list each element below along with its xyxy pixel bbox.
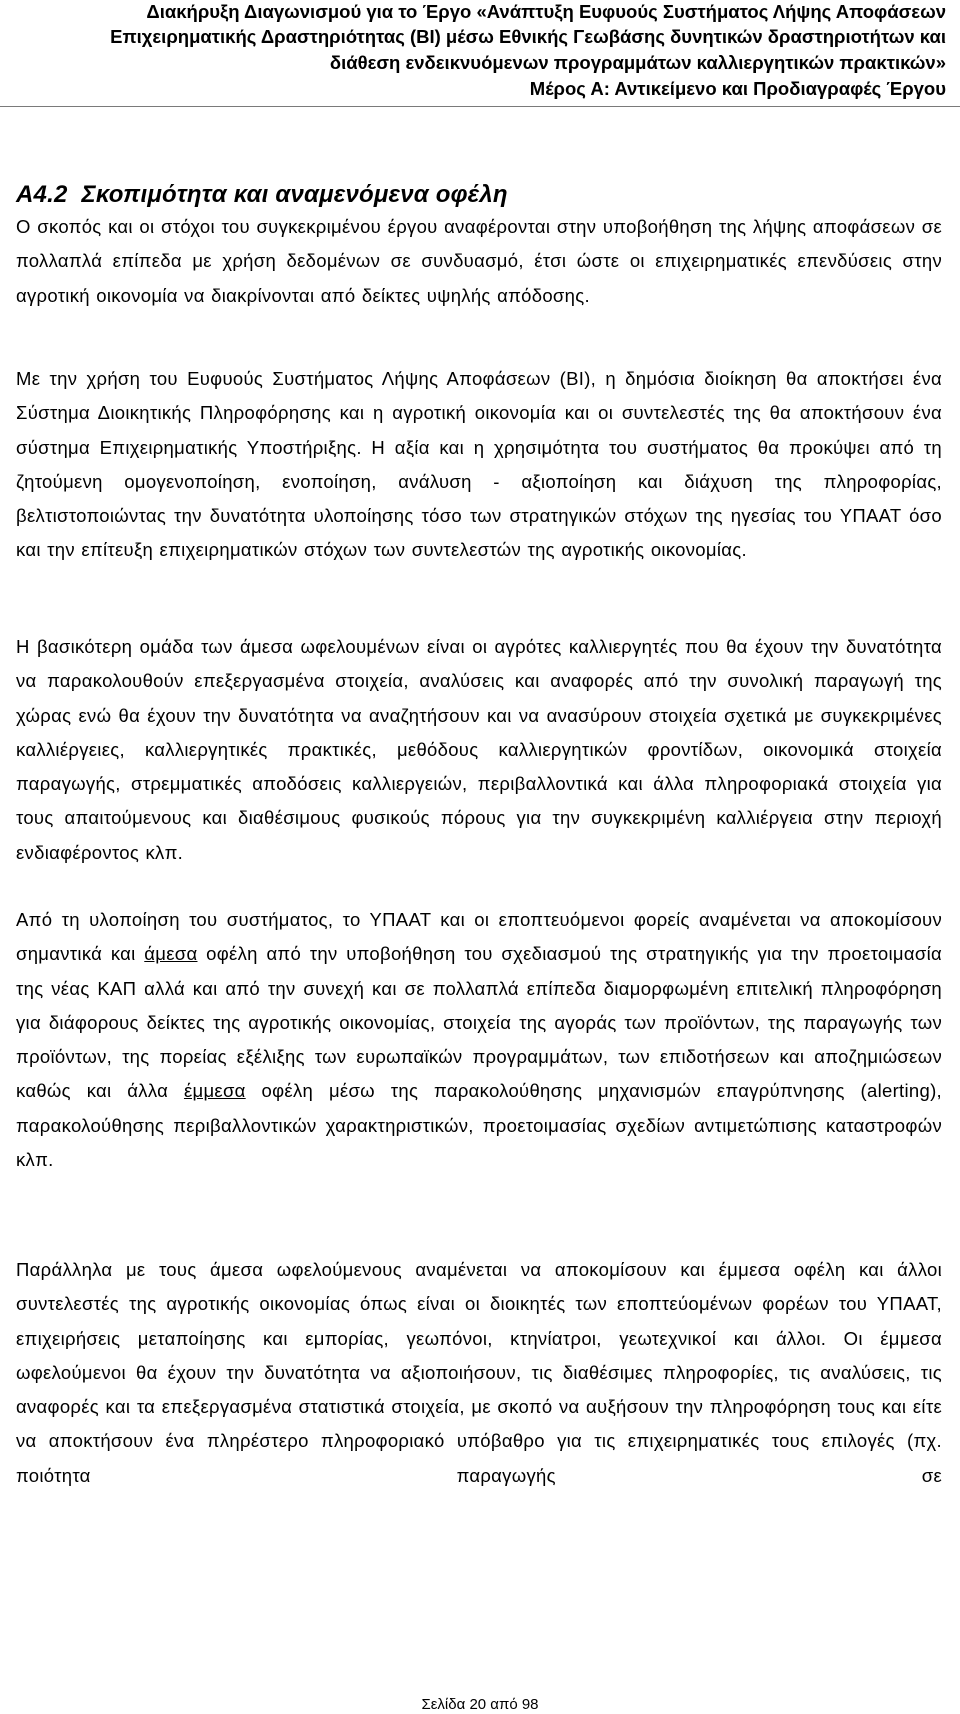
- header-title-line-2: Επιχειρηματικής Δραστηριότητας (BI) μέσω Εθνικής Γεωβάσης δυνητικών δραστηριοτήτων και: [110, 26, 946, 47]
- paragraph-ministry-benefits: [16, 903, 942, 1177]
- underlined-term-indirect: έμμεσα: [183, 1080, 246, 1102]
- header-title-line-3: διάθεση ενδεικνυόμενων προγραμμάτων καλλιεργητικών πρακτικών»: [329, 52, 946, 73]
- paragraph-bi-system: Με την χρήση του Ευφυούς Συστήματος Λήψης Αποφάσεων (BI), η δημόσια διοίκηση θα αποκτήσει ένα Σύστημα Διοικητικής Πληροφόρησης και η αγροτική οικονομία και οι συντελεστές της θα αποκτήσουν ένα σύστημα Επιχειρηματικής Υποστήριξης. Η αξία και η χρησιμότητα του συστήματος θα προκύψει από τη ζητούμενη ομογενοποίηση, ενοποίηση, ανάλυση - αξιοποίηση και διάχυση της πληροφορίας, βελτιστοποιώντας την δυνατότητα υλοποίησης τόσο των στρατηγικών στόχων της ηγεσίας του ΥΠΑΑΤ όσο και την επίτευξη επιχειρηματικών στόχων των συντελεστών της αγροτικής οικονομίας.: [16, 368, 942, 561]
- paragraph-direct-beneficiaries: Η βασικότερη ομάδα των άμεσα ωφελουμένων είναι οι αγρότες καλλιεργητές που θα έχουν την δυνατότητα να παρακολουθούν επεξεργασμένα στοιχεία, αναλύσεις και αναφορές από την συνολική παραγωγή της χώρας ενώ θα έχουν την δυνατότητα να αναζητήσουν και να ανασύρουν στοιχεία σχετικά με συγκεκριμένες καλλιέργειες, καλλιεργητικές πρακτικές, μεθόδους καλλιεργητικών φροντίδων, οικονομικά στοιχεία παραγωγής, στρεμματικές αποδόσεις καλλιεργειών, περιβαλλοντικά και άλλα πληροφοριακά στοιχεία για τους απαιτούμενους και διαθέσιμους φυσικούς πόρους για την συγκεκριμένη καλλιέργεια στην περιοχή ενδιαφέροντος κλπ.: [16, 636, 942, 863]
- paragraph-purpose: Ο σκοπός και οι στόχοι του συγκεκριμένου έργου αναφέρονται στην υποβοήθηση της λήψης αποφάσεων σε πολλαπλά επίπεδα με χρήση δεδομένων σε συνδυασμό, έτσι ώστε οι επιχειρηματικές επενδύσεις στην αγροτική οικονομία να διακρίνονται από δείκτες υψηλής απόδοσης.: [16, 216, 942, 306]
- paragraph-indirect-beneficiaries: Παράλληλα με τους άμεσα ωφελούμενους αναμένεται να αποκομίσουν και έμμεσα οφέλη και άλλοι συντελεστές της αγροτικής οικονομίας όπως είναι οι διοικητές των εποπτεύομένων φορέων του ΥΠΑΑΤ, επιχειρήσεις μεταποίησης και εμπορίας, γεωπόνοι, κτηνίατροι, γεωτεχνικοί και άλλοι. Οι έμμεσα ωφελούμενοι θα έχουν την δυνατότητα να αξιοποιήσουν, τις διαθέσιμες πληροφορίες, τις αναλύσεις, τις αναφορές και τα επεξεργασμένα στατιστικά στοιχεία, με σκοπό να αυξήσουν την πληροφόρηση τους και είτε να αποκτήσουν ένα πληρέστερο πληροφοριακό υπόβαθρο για τις επιχειρηματικές τους επιλογές (πχ. ποιότητα παραγωγής σε: [16, 1259, 942, 1486]
- paragraph-text: οφέλη από την υποβοήθηση του σχεδιασμού της στρατηγικής για την προετοιμασία της νέας ΚΑΠ αλλά και από την συνεχή και σε πολλαπλά επίπεδα διαμορφωμένη επιτελική πληροφόρηση για διάφορους δείκτες της αγροτικής οικονομίας, στοιχεία της αγοράς των προϊόντων, της παραγωγής των προϊόντων, της πορείας εξέλιξης των ευρωπαϊκών προγραμμάτων, των επιδοτήσεων και αποζημιώσεων καθώς και άλλα: [16, 943, 942, 1102]
- paragraph-text: Από τη υλοποίηση του συστήματος, το ΥΠΑΑΤ και οι εποπτευόμενοι φορείς αναμένεται να αποκομίσουν σημαντικά και: [16, 909, 942, 965]
- section-number: Α4.2: [16, 181, 68, 208]
- section-title: Σκοπιμότητα και αναμενόμενα οφέλη: [81, 181, 508, 208]
- paragraph-text: οφέλη μέσω της παρακολούθησης μηχανισμών επαγρύπνησης (alerting), παρακολούθησης περιβαλλοντικών χαρακτηριστικών, προετοιμασίας σχεδίων αντιμετώπισης καταστροφών κλπ.: [16, 1080, 942, 1171]
- header-title-line-1: Διακήρυξη Διαγωνισμού για το Έργο «Ανάπτυξη Ευφυούς Συστήματος Λήψης Αποφάσεων: [146, 1, 946, 22]
- page-header: [0, 0, 960, 107]
- header-part-title: Μέρος Α: Αντικείμενο και Προδιαγραφές Έργου: [529, 78, 946, 99]
- underlined-term-direct: άμεσα: [144, 943, 198, 965]
- section-heading: [16, 180, 508, 210]
- page-number: Σελίδα 20 από 98: [421, 1696, 539, 1713]
